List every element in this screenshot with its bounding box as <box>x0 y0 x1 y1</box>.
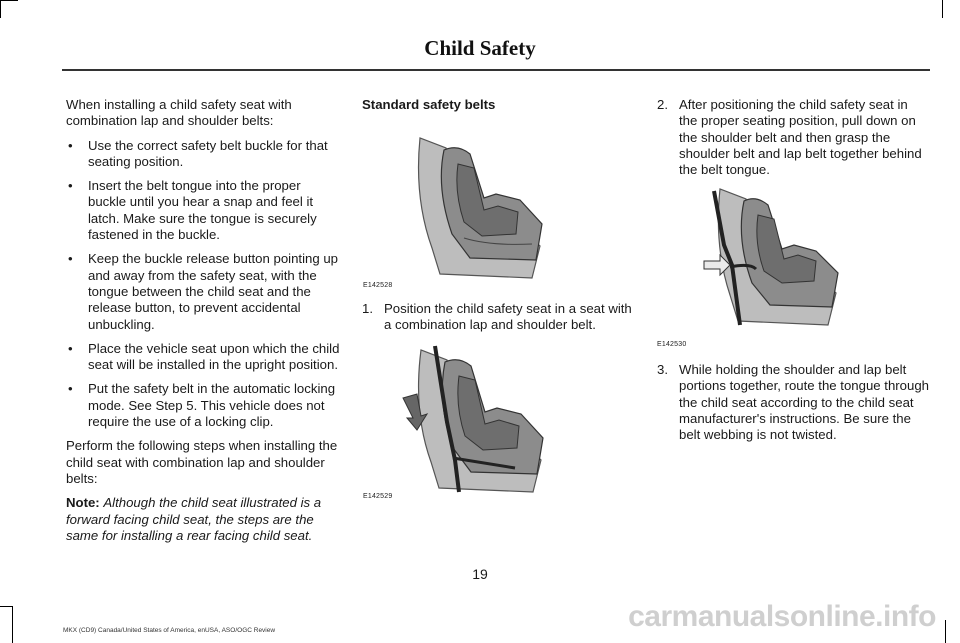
column-1 <box>66 97 340 552</box>
page-number: 19 <box>472 566 488 582</box>
header-rule <box>62 69 930 71</box>
list-item: • Keep the buckle release button pointing up and away from the safety seat, with the tongue between the child seat and the release button, to prevent accidental unbuckling. <box>66 251 340 332</box>
perform-text: Perform the following steps when installing the child seat with combination lap and shoulder belts: <box>66 438 338 486</box>
crop-mark <box>942 0 943 18</box>
note-text: Although the child seat illustrated is a forward facing child seat, the steps are the same for installing a rear facing child seat. <box>66 495 322 543</box>
child-seat-belt-illustration <box>395 342 550 502</box>
crop-mark <box>12 606 13 643</box>
child-seat-illustration <box>400 128 550 286</box>
list-item: • Place the vehicle seat upon which the child seat will be installed in the upright position. <box>66 341 340 374</box>
list-item: • Insert the belt tongue into the proper buckle until you hear a snap and feel it latch. Make sure the tongue is securely fastened in the buckle. <box>66 178 340 243</box>
crop-mark <box>0 0 1 18</box>
step-2 <box>657 97 929 178</box>
bullet-list <box>66 138 340 431</box>
list-item: • Put the safety belt in the automatic locking mode. See Step 5. This vehicle does not require the use of a locking clip. <box>66 381 340 430</box>
section-heading: Standard safety belts <box>362 97 496 112</box>
crop-mark <box>945 620 946 643</box>
step-text: After positioning the child safety seat in the proper seating position, pull down on the shoulder belt and then grasp the shoulder belt and lap belt together behind the belt tongue. <box>679 97 922 178</box>
watermark: carmanualsonline.info <box>628 600 936 633</box>
crop-mark <box>0 606 12 607</box>
step-text: Position the child safety seat in a seat with a combination lap and shoulder belt. <box>384 301 632 333</box>
figure-code: E142529 <box>363 493 393 500</box>
column-2 <box>362 97 634 121</box>
step-1-body <box>362 301 634 334</box>
figure-code: E142530 <box>657 341 687 348</box>
column-3 <box>657 97 929 178</box>
step-number: 1. <box>362 301 373 316</box>
step-1 <box>362 301 634 334</box>
intro-text: When installing a child safety seat with combination lap and shoulder belts: <box>66 97 292 129</box>
step-number: 3. <box>657 362 668 377</box>
page-title: Child Safety <box>424 36 536 60</box>
note-label: Note: <box>66 495 100 511</box>
note <box>66 495 340 544</box>
crop-mark <box>0 0 18 1</box>
figure-code: E142528 <box>363 282 393 289</box>
footer-text: MKX (CD9) Canada/United States of America, enUSA, ASO/OGC Review <box>63 627 276 634</box>
belt-tongue-illustration <box>700 185 845 330</box>
step-text: While holding the shoulder and lap belt portions together, route the tongue through the child seat according to the child seat manufacturer's instructions. Be sure the belt webbing is not twisted. <box>679 362 930 443</box>
step-number: 2. <box>657 97 668 112</box>
step-3 <box>657 362 929 443</box>
list-item: • Use the correct safety belt buckle for that seating position. <box>66 138 340 171</box>
step-3-body <box>657 362 929 443</box>
